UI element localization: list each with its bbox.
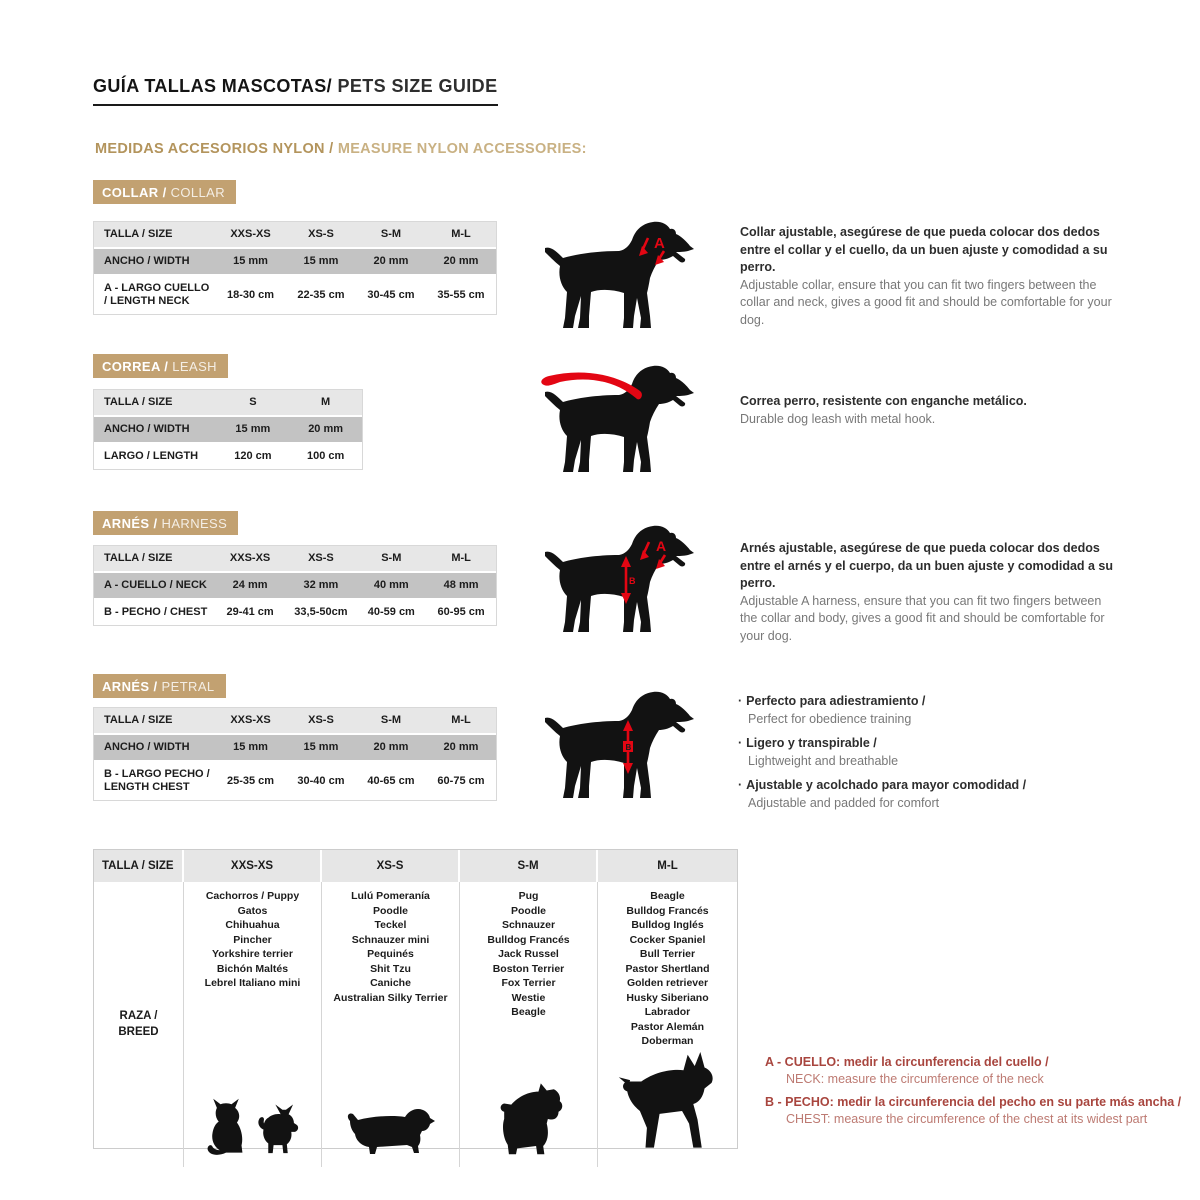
breed-list (205, 889, 301, 991)
breed-header-s-m: S-M (460, 850, 598, 882)
table-cell: XXS-XS (215, 222, 286, 248)
table-cell: 15 mm (286, 734, 356, 761)
breed-name: Pug (518, 890, 539, 902)
table-cell: 60-95 cm (426, 599, 496, 625)
feature-es: Ajustable y acolchado para mayor comodidad / (746, 778, 1027, 792)
bullet-dot-icon: · (738, 736, 743, 750)
breed-row-label-es: RAZA / (119, 1009, 158, 1022)
table-cell: LARGO / LENGTH (94, 443, 216, 469)
breed-name: Beagle (650, 890, 685, 902)
breed-name: Golden retriever (626, 977, 709, 989)
table-cell: XXS-XS (215, 708, 286, 734)
feature-es: Perfecto para adiestramiento / (746, 694, 926, 708)
breed-name: Lebrel Italiano mini (204, 977, 301, 989)
breed-name: Australian Silky Terrier (333, 991, 448, 1004)
feature-item (738, 776, 1138, 812)
breed-name: Boston Terrier (492, 962, 565, 975)
dog-with-leash-icon (527, 362, 707, 477)
table-cell: ANCHO / WIDTH (94, 416, 216, 443)
breed-name: Bulldog Francés (487, 933, 570, 946)
page-subtitle-en: MEASURE NYLON ACCESSORIES: (333, 141, 587, 157)
breed-name: Cocker Spaniel (629, 933, 706, 946)
note-chest-en: CHEST: measure the circumference of the chest at its widest part (786, 1112, 1148, 1126)
breed-name: Lulú Pomeranía (351, 890, 430, 902)
breed-name: Gatos (237, 904, 268, 917)
badge-leash-es: CORREA / (102, 359, 173, 374)
dachshund-silhouette-icon (343, 1107, 439, 1159)
breed-name: Jack Russel (498, 948, 559, 960)
harness-description-es: Arnés ajustable, asegúrese de que pueda colocar dos dedos entre el arnés y el cuerpo, da un buen ajuste y comodidad a su perro. (740, 541, 1114, 590)
breed-name: Chihuahua (225, 919, 280, 931)
breed-name: Labrador (644, 1006, 691, 1018)
breed-header-xs-s: XS-S (322, 850, 460, 882)
feature-en: Lightweight and breathable (748, 754, 899, 768)
table-cell: 25-35 cm (215, 761, 286, 800)
breed-header-m-l: M-L (657, 860, 678, 872)
breed-header-size: TALLA / SIZE (94, 850, 184, 882)
table-cell: ANCHO / WIDTH (94, 734, 215, 761)
breed-list (625, 889, 709, 1049)
table-cell: XS-S (285, 546, 356, 572)
collar-description (740, 224, 1118, 329)
breed-name: Yorkshire terrier (212, 948, 293, 960)
table-cell: M-L (426, 546, 496, 572)
breed-name: Schnauzer mini (351, 933, 430, 946)
harness-description (740, 540, 1118, 645)
page-title-es: GUÍA TALLAS MASCOTAS/ (93, 76, 333, 96)
table-row (94, 275, 496, 314)
note-neck-es: A - CUELLO: medir la circunferencia del cuello / (765, 1055, 1049, 1069)
table-cell: 100 cm (289, 443, 362, 469)
bullet-dot-icon: · (738, 778, 743, 792)
table-cell: S-M (356, 708, 426, 734)
table-cell: 18-30 cm (215, 275, 286, 314)
breed-name: Pequinés (367, 948, 414, 960)
breed-name: Bull Terrier (639, 948, 696, 960)
breed-row-label-en: BREED (118, 1025, 159, 1038)
breed-list (487, 889, 569, 1020)
feature-es: Ligero y transpirable / (746, 736, 877, 750)
page-title-en: PETS SIZE GUIDE (332, 76, 498, 96)
breed-name: Pastor Alemán (630, 1020, 705, 1033)
petral-marker-b-label: B (625, 743, 632, 752)
table-cell: 15 mm (215, 734, 286, 761)
dog-with-chest-marker-icon (537, 688, 707, 806)
table-cell: 20 mm (426, 734, 496, 761)
table-cell: 20 mm (289, 416, 362, 443)
table-row (94, 572, 496, 599)
petral-size-table (93, 707, 497, 801)
badge-collar-en: COLLAR (170, 185, 226, 200)
breed-name: Bulldog Francés (626, 904, 709, 917)
table-cell: S-M (356, 222, 426, 248)
measurement-notes (765, 1048, 1185, 1128)
harness-size-table (93, 545, 497, 626)
badge-leash (93, 354, 228, 378)
breed-name: Doberman (641, 1035, 694, 1047)
table-cell: TALLA / SIZE (94, 708, 215, 734)
table-cell: 15 mm (286, 248, 356, 275)
chihuahua-silhouette-icon (255, 1103, 301, 1159)
table-cell: 30-40 cm (286, 761, 356, 800)
breed-column-s-m (460, 882, 598, 1167)
table-cell: TALLA / SIZE (94, 546, 215, 572)
leash-size-table (93, 389, 363, 470)
table-cell: 20 mm (356, 734, 426, 761)
table-cell: 30-45 cm (356, 275, 426, 314)
breed-column-m-l (598, 882, 737, 1167)
table-row (94, 599, 496, 625)
table-cell: 40-59 cm (356, 599, 426, 625)
breed-table-header (94, 850, 737, 882)
table-header-row (94, 546, 496, 572)
collar-marker-a-label: A (654, 235, 665, 252)
collar-table (94, 222, 496, 314)
breed-name: Schnauzer (501, 919, 556, 931)
table-cell: A - LARGO CUELLO / LENGTH NECK (94, 275, 215, 314)
breed-name: Pincher (233, 933, 272, 946)
collar-description-es: Collar ajustable, asegúrese de que pueda colocar dos dedos entre el collar y el cuello, da un buen ajuste y comodidad a su perro. (740, 225, 1108, 274)
breed-column-xxs-xs (184, 882, 322, 1167)
table-row (94, 443, 362, 469)
table-cell: 20 mm (426, 248, 496, 275)
breed-name: Bichón Maltés (216, 962, 289, 975)
table-cell: 32 mm (285, 572, 356, 599)
breed-name: Teckel (374, 919, 407, 931)
doberman-silhouette-icon (616, 1049, 720, 1159)
table-cell: A - CUELLO / NECK (94, 572, 215, 599)
breed-name: Bulldog Inglés (631, 919, 704, 931)
note-chest-es: B - PECHO: medir la circunferencia del pecho en su parte más ancha / (765, 1095, 1182, 1109)
table-cell: 48 mm (426, 572, 496, 599)
table-cell: TALLA / SIZE (94, 222, 215, 248)
breed-name: Pastor Shertland (625, 962, 710, 975)
badge-harness-es: ARNÉS / (102, 516, 162, 531)
breed-name: Caniche (370, 977, 411, 989)
table-row (94, 248, 496, 275)
breed-name: Beagle (511, 1006, 546, 1018)
badge-collar (93, 180, 236, 204)
table-cell: 120 cm (216, 443, 289, 469)
feature-item (738, 692, 1138, 728)
table-cell: 40 mm (356, 572, 426, 599)
breed-size-table (93, 849, 738, 1149)
page-subtitle (95, 141, 587, 157)
table-cell: 22-35 cm (286, 275, 356, 314)
petral-feature-list (738, 692, 1138, 818)
feature-item (738, 734, 1138, 770)
breed-name: Fox Terrier (501, 977, 556, 989)
breed-name: Shit Tzu (370, 962, 411, 975)
table-cell: B - LARGO PECHO / LENGTH CHEST (94, 761, 215, 800)
table-cell: B - PECHO / CHEST (94, 599, 215, 625)
table-cell: 40-65 cm (356, 761, 426, 800)
table-header-row (94, 222, 496, 248)
table-cell: S (216, 390, 289, 416)
table-cell: 60-75 cm (426, 761, 496, 800)
breed-table-body (94, 882, 737, 1148)
collar-size-table (93, 221, 497, 315)
leash-description (740, 393, 1118, 428)
table-cell: 20 mm (356, 248, 426, 275)
page-subtitle-es: MEDIDAS ACCESORIOS NYLON / (95, 141, 334, 157)
feature-en: Perfect for obedience training (748, 712, 912, 726)
table-cell: 24 mm (215, 572, 286, 599)
dog-with-harness-markers-icon (537, 522, 707, 640)
petral-table (94, 708, 496, 800)
table-row (94, 416, 362, 443)
table-cell: XS-S (286, 708, 356, 734)
note-neck-en: NECK: measure the circumference of the neck (786, 1072, 1044, 1086)
table-cell: M (289, 390, 362, 416)
breed-name: Westie (511, 991, 546, 1004)
leash-description-en: Durable dog leash with metal hook. (740, 411, 936, 426)
leash-description-es: Correa perro, resistente con enganche metálico. (740, 394, 1027, 408)
schnauzer-silhouette-icon (492, 1081, 566, 1159)
table-cell: M-L (426, 708, 496, 734)
table-cell: 35-55 cm (426, 275, 496, 314)
breed-list (333, 889, 447, 1005)
table-cell: TALLA / SIZE (94, 390, 216, 416)
harness-description-en: Adjustable A harness, ensure that you can fit two fingers between the collar and body, gives a good fit and should be comfortable for your dog. (740, 593, 1105, 643)
table-cell: 15 mm (216, 416, 289, 443)
breed-row-label (94, 882, 184, 1167)
table-cell: 29-41 cm (215, 599, 286, 625)
leash-table (94, 390, 362, 469)
breed-header-xxs-xs: XXS-XS (184, 850, 322, 882)
collar-description-en: Adjustable collar, ensure that you can fit two fingers between the collar and neck, gives a good fit and should be comfortable for your dog. (740, 277, 1112, 327)
table-header-row (94, 708, 496, 734)
badge-harness-en: HARNESS (161, 516, 228, 531)
harness-marker-a-label: A (656, 538, 667, 554)
badge-petral-en: PETRAL (161, 679, 215, 694)
table-cell: 15 mm (215, 248, 286, 275)
table-header-row (94, 390, 362, 416)
harness-table (94, 546, 496, 625)
bullet-dot-icon: · (738, 694, 743, 708)
table-cell: XS-S (286, 222, 356, 248)
table-row (94, 734, 496, 761)
feature-en: Adjustable and padded for comfort (748, 796, 940, 810)
breed-column-xs-s (322, 882, 460, 1167)
breed-name: Poodle (372, 904, 408, 917)
badge-collar-es: COLLAR / (102, 185, 171, 200)
badge-harness (93, 511, 238, 535)
cat-silhouette-icon (205, 1097, 247, 1159)
page-title (93, 76, 498, 106)
breed-name: Husky Siberiano (626, 991, 709, 1004)
table-cell: S-M (356, 546, 426, 572)
table-row (94, 761, 496, 800)
table-cell: ANCHO / WIDTH (94, 248, 215, 275)
dog-with-collar-marker-icon (537, 218, 707, 333)
badge-petral-es: ARNÉS / (102, 679, 162, 694)
badge-leash-en: LEASH (172, 359, 217, 374)
badge-petral (93, 674, 226, 698)
table-cell: M-L (426, 222, 496, 248)
breed-name: Poodle (510, 904, 546, 917)
breed-name: Cachorros / Puppy (205, 890, 300, 902)
table-cell: XXS-XS (215, 546, 286, 572)
table-cell: 33,5-50cm (285, 599, 356, 625)
harness-marker-b-label: B (629, 576, 636, 586)
